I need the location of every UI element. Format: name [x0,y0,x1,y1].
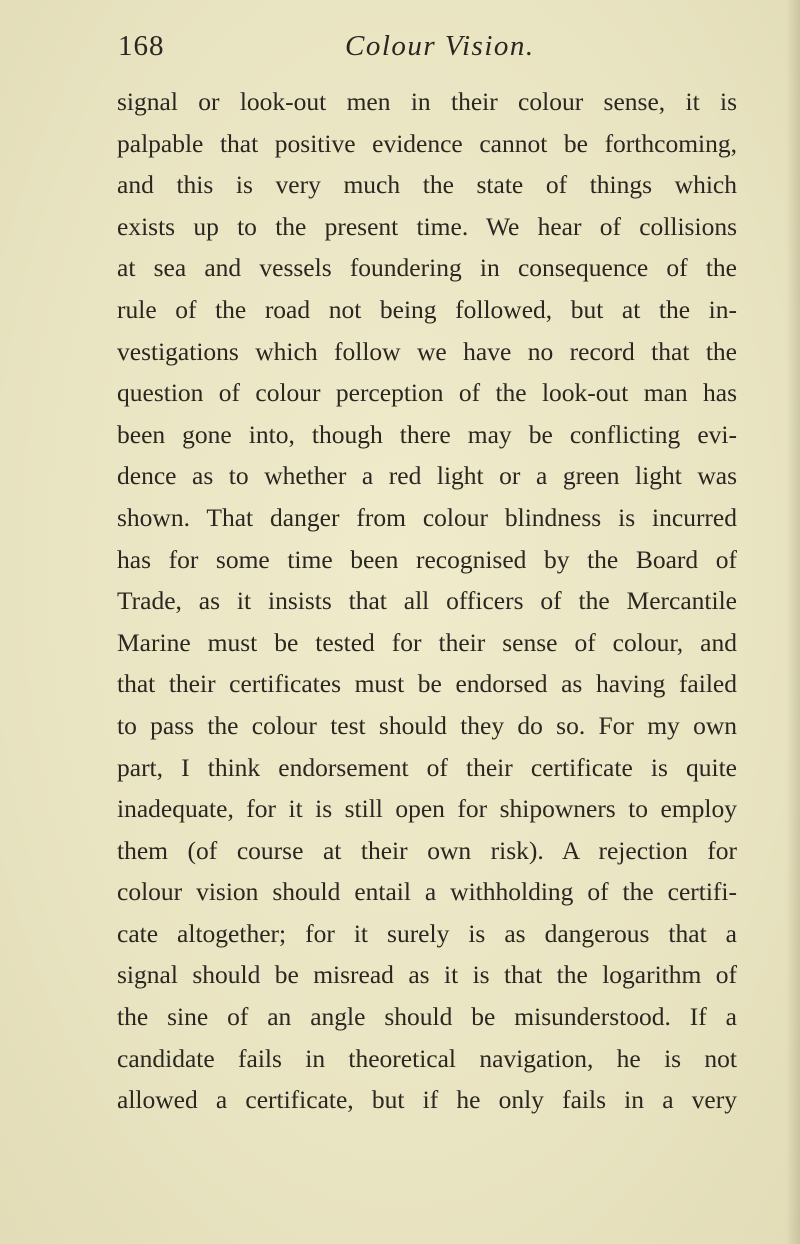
text-line: colour vision should entail a withholding of the certifi- [117,877,737,907]
text-line: to pass the colour test should they do so. For my own [117,710,737,740]
text-line: has for some time been recognised by the Board of [117,544,737,574]
body-paragraph [117,81,737,1121]
text-line: rule of the road not being followed, but at the in- [117,294,737,324]
text-line: the sine of an angle should be misunderstood. If a [117,1002,737,1032]
text-line: and this is very much the state of things which [117,170,737,200]
text-line: shown. That danger from colour blindness is incurred [117,502,737,532]
page-number: 168 [118,30,165,62]
text-line: Trade, as it insists that all officers of the Mercantile [117,586,737,616]
text-line: them (of course at their own risk). A rejection for [117,835,737,865]
text-line: signal or look-out men in their colour sense, it is [117,87,737,116]
text-line: candidate fails in theoretical navigation, he is not [117,1043,737,1073]
text-line: part, I think endorsement of their certificate is quite [117,752,737,782]
text-line: vestigations which follow we have no record that the [117,336,737,366]
page-header [0,30,800,70]
text-line: palpable that positive evidence cannot be forthcoming, [117,128,737,158]
running-title: Colour Vision. [345,30,535,62]
text-line: allowed a certificate, but if he only fails in a very [117,1085,737,1115]
text-line: signal should be misread as it is that the logarithm of [117,960,737,990]
text-line: been gone into, though there may be conflicting evi- [117,419,737,449]
text-line: at sea and vessels foundering in consequence of the [117,253,737,283]
text-line: inadequate, for it is still open for shipowners to employ [117,794,737,824]
text-line: that their certificates must be endorsed as having failed [117,669,737,699]
text-line: Marine must be tested for their sense of colour, and [117,627,737,657]
text-line: exists up to the present time. We hear of collisions [117,211,737,241]
text-line: dence as to whether a red light or a green light was [117,461,737,491]
page-edge-shadow [786,0,800,1244]
text-line: cate altogether; for it surely is as dangerous that a [117,918,737,948]
text-line: question of colour perception of the look-out man has [117,378,737,408]
